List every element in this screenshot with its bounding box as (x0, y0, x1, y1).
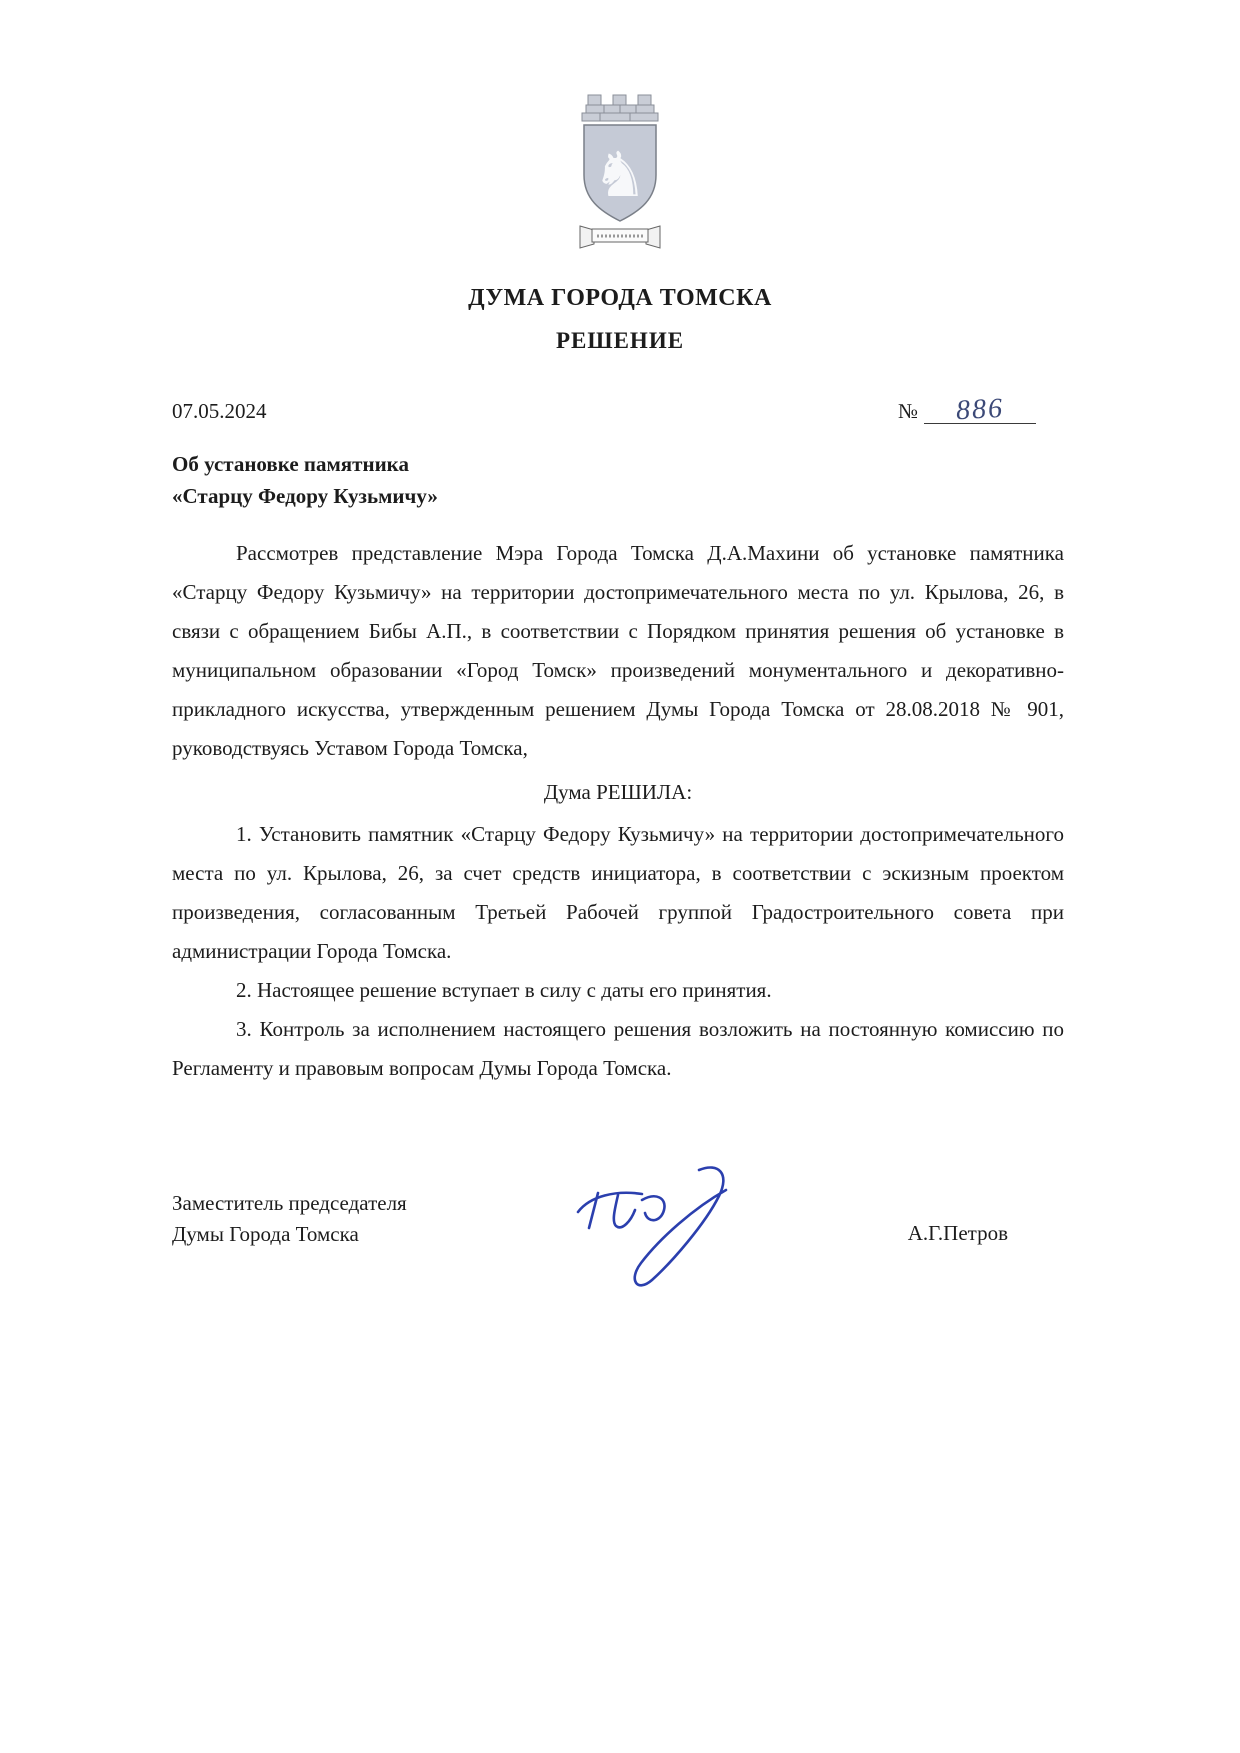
tomsk-coat-of-arms-icon (572, 92, 668, 252)
mural-crown-icon (582, 95, 658, 121)
number-underline (924, 392, 1036, 427)
document-content (0, 392, 1240, 1250)
resolution-item-1: 1. Установить памятник «Старцу Федору Кузьмичу» на территории достопримечательного места по ул. Крылова, 26, за счет средств инициатора, в соответствии с эскизным проектом произведения, согласованным Третьей Рабочей группой Градостроительного совета при администрации Города Томска. (172, 822, 1064, 963)
organization-name: ДУМА ГОРОДА ТОМСКА (468, 285, 772, 311)
ribbon-icon (580, 226, 660, 248)
preamble-paragraph: Рассмотрев представление Мэра Города Томска Д.А.Махини об установке памятника «Старцу Федору Кузьмичу» на территории достопримечательного места по ул. Крылова, 26, в связи с обращением Бибы А.П., в соответствии с Порядком принятия решения об установке в муниципальном образовании «Город Томск» произведений монументального и декоративно-прикладного искусства, утвержденным решением Думы Города Томска от 28.08.2018 № 901, руководствуясь Уставом Города Томска, (172, 541, 1064, 760)
signer-position (172, 1188, 407, 1250)
handwritten-number: 886 (955, 392, 1005, 427)
signer-position-line-2: Думы Города Томска (172, 1222, 359, 1246)
document-date: 07.05.2024 (172, 399, 267, 423)
resolution-item-2: 2. Настоящее решение вступает в силу с даты его принятия. (236, 978, 772, 1002)
subject-heading (172, 448, 1064, 512)
document-type-title: РЕШЕНИЕ (555, 328, 685, 353)
horse-icon: ♞ (592, 138, 648, 211)
resolution-item-3: 3. Контроль за исполнением настоящего решения возложить на постоянную комиссию по Регламенту и правовым вопросам Думы Города Томска. (172, 1017, 1064, 1080)
document-number-group (897, 392, 1064, 427)
coat-of-arms-container (0, 0, 1240, 257)
subject-line-1: Об установке памятника (172, 452, 409, 476)
signer-name: А.Г.Петров (907, 1221, 1008, 1245)
signer-position-line-1: Заместитель председателя (172, 1191, 407, 1215)
subject-line-2: «Старцу Федору Кузьмичу» (172, 484, 438, 508)
meta-row (172, 392, 1064, 427)
resolution-heading: Дума РЕШИЛА: (543, 780, 693, 804)
number-label: № (897, 399, 918, 423)
signature-block (172, 1188, 1064, 1250)
handwritten-signature-icon (564, 1160, 774, 1300)
